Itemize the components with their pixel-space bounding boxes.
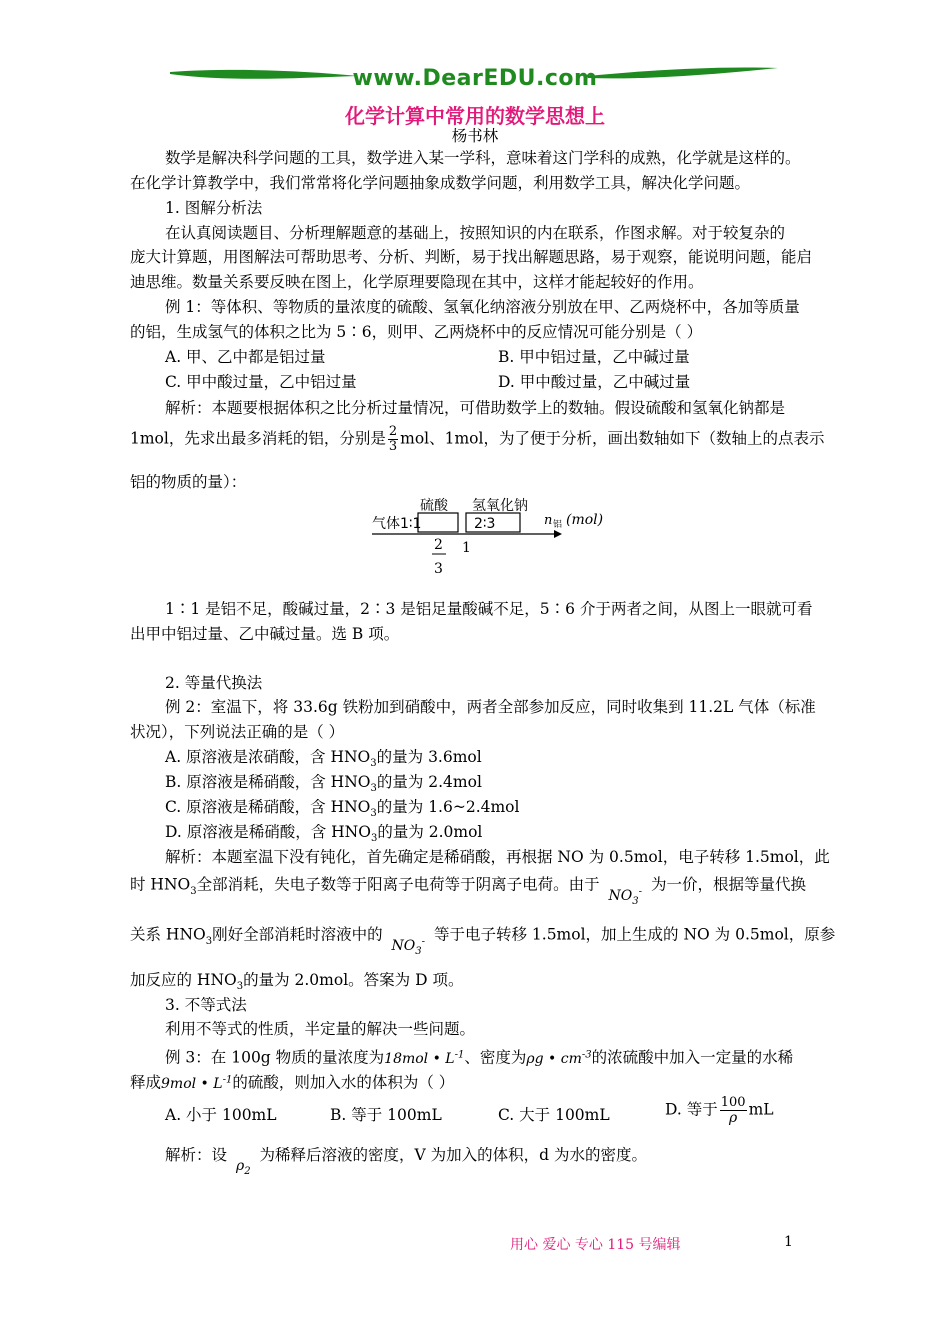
analysis-2-line-4-end: 的量为 2.0mol。答案为 D 项。 xyxy=(243,971,464,989)
analysis-1-line-3: 铝的物质的量）： xyxy=(130,473,247,491)
fraction-numerator: 100 xyxy=(720,1095,746,1110)
example-3-option-c: C. 大于 100mL xyxy=(498,1106,610,1124)
example-3-line-1-mid: 、密度为 xyxy=(464,1048,527,1067)
analysis-2-line-2-start: 时 HNO xyxy=(130,875,191,894)
example-3-option-d xyxy=(665,1096,825,1125)
analysis-3-line-1-start: 解析：设 xyxy=(165,1146,228,1164)
site-logo[interactable]: www.DearEDU.com xyxy=(352,66,598,91)
concentration-9 xyxy=(161,1076,232,1092)
example-2-line-2: 状况），下列说法正确的是（ ） xyxy=(130,723,345,741)
analysis-1-line-5: 出甲中铝过量、乙中碱过量。选 B 项。 xyxy=(130,625,400,643)
rho-2-symbol xyxy=(235,1158,251,1177)
section-1-para-line-2: 庞大计算题，用图解法可帮助思考、分析、判断，易于找出解题思路，易于观察，能说明问题，能启 xyxy=(130,248,813,266)
analysis-1-line-2-end: mol、1mol，为了便于分析，画出数轴如下（数轴上的点表示 xyxy=(400,429,825,448)
diagram-tick-three: 3 xyxy=(434,561,443,577)
analysis-1-line-4: 1∶1 是铝不足，酸碱过量，2∶3 是铝足量酸碱不足，5∶6 介于两者之间，从图上一眼就可看 xyxy=(165,600,813,618)
option-a-amount: 的量为 3.6mol xyxy=(376,748,482,766)
example-2-line-1: 例 2：室温下，将 33.6g 铁粉加到硝酸中，两者全部参加反应，同时收集到 11.2L 气体（标准 xyxy=(165,698,816,716)
option-c-text: C. 原溶液是稀硝酸，含 HNO xyxy=(165,798,371,816)
option-d-text: D. 原溶液是稀硝酸，含 HNO xyxy=(165,823,371,841)
section-2-heading: 2. 等量代换法 xyxy=(165,674,263,692)
diagram-axis-arrow xyxy=(554,530,562,538)
example-1-option-c: C. 甲中酸过量，乙中铝过量 xyxy=(165,373,357,391)
analysis-2-line-2 xyxy=(130,870,830,907)
analysis-2-line-1: 解析：本题室温下没有钝化，首先确定是稀硝酸，再根据 NO 为 0.5mol，电子转移 1.5mol，此 xyxy=(165,848,830,866)
example-1-line-1: 例 1：等体积、等物质的量浓度的硫酸、氢氧化纳溶液分别放在甲、乙两烧杯中，各加等质量 xyxy=(165,298,800,316)
fraction-two-thirds xyxy=(388,425,398,454)
rho: ρ xyxy=(235,1158,245,1174)
subscript: 3 xyxy=(205,935,213,947)
example-1-line-2: 的铝，生成氢气的体积之比为 5∶6，则甲、乙两烧杯中的反应情况可能分别是（ ） xyxy=(130,323,703,341)
analysis-2-line-3-start: 关系 HNO xyxy=(130,925,206,944)
diagram-acid-box xyxy=(418,513,458,532)
intro-line-1: 数学是解决科学问题的工具，数学进入某一学科，意味着这门学科的成熟，化学就是这样的。 xyxy=(165,149,801,167)
section-3-heading: 3. 不等式法 xyxy=(165,996,247,1014)
option-a-text: A. 原溶液是浓硝酸，含 HNO xyxy=(165,748,371,766)
subscript: 3 xyxy=(370,783,377,795)
diagram-tick-one: 1 xyxy=(462,540,471,556)
concentration-18 xyxy=(384,1051,464,1067)
subscript: 3 xyxy=(190,885,197,897)
fraction-numerator: 2 xyxy=(388,424,398,439)
analysis-2-line-3-end: 等于电子转移 1.5mol，加上生成的 NO 为 0.5mol，原参 xyxy=(433,925,836,944)
analysis-2-line-3 xyxy=(130,920,836,957)
option-d-amount: 的量为 2.0mol xyxy=(377,823,483,841)
diagram-axis-unit: (mol) xyxy=(566,512,604,528)
diagram-axis-variable-sub: 铝 xyxy=(553,520,563,530)
math-exponent: -1 xyxy=(222,1074,233,1085)
example-3-line-1-start: 例 3：在 100g 物质的量浓度为 xyxy=(165,1048,385,1067)
intro-line-2: 在化学计算教学中，我们常常将化学问题抽象成数学问题，利用数学工具，解决化学问题。 xyxy=(130,174,751,192)
diagram-ratio-label: 2∶3 xyxy=(474,516,496,532)
section-1-heading: 1. 图解分析法 xyxy=(165,199,263,217)
example-3-option-a: A. 小于 100mL xyxy=(165,1106,277,1124)
example-1-option-a: A. 甲、乙中都是铝过量 xyxy=(165,348,326,366)
example-3-line-1-end: 的浓硫酸中加入一定量的水稀 xyxy=(591,1048,794,1067)
math-text: ρg • cm xyxy=(526,1050,582,1067)
diagram-axis-variable: n xyxy=(544,513,553,528)
example-3-line-2-start: 释成 xyxy=(130,1073,162,1092)
rho-subscript: 2 xyxy=(244,1165,251,1177)
example-3-option-b: B. 等于 100mL xyxy=(330,1106,442,1124)
analysis-3-line-1-end: 为稀释后溶液的密度，V 为加入的体积，d 为水的密度。 xyxy=(259,1146,647,1164)
subscript: 3 xyxy=(370,833,378,845)
option-b-amount: 的量为 2.4mol xyxy=(376,773,482,791)
formula-charge: - xyxy=(638,886,643,897)
section-1-para-line-1: 在认真阅读题目、分析理解题意的基础上，按照知识的内在联系，作图求解。对于较复杂的 xyxy=(165,224,786,242)
math-text: 9mol • L xyxy=(161,1075,223,1092)
formula-subscript: 3 xyxy=(415,945,422,957)
analysis-1-line-1: 解析：本题要根据体积之比分析过量情况，可借助数学上的数轴。假设硫酸和氢氧化钠都是 xyxy=(165,399,786,417)
analysis-2-line-2-end: 为一价，根据等量代换 xyxy=(650,875,806,894)
analysis-2-line-4-start: 加反应的 HNO xyxy=(130,971,237,989)
math-exponent: -1 xyxy=(454,1049,465,1060)
page-number: 1 xyxy=(784,1234,793,1250)
formula-subscript: 3 xyxy=(632,895,639,907)
banner-right-swoosh xyxy=(588,67,778,78)
option-d-text: D. 等于 xyxy=(665,1100,718,1119)
formula-base: NO xyxy=(391,937,416,954)
subscript: 3 xyxy=(370,758,377,770)
page-title: 化学计算中常用的数学思想上 xyxy=(345,104,605,128)
analysis-3-line-1 xyxy=(165,1143,865,1177)
formula-charge: - xyxy=(421,936,426,947)
section-3-para: 利用不等式的性质，半定量的解决一些问题。 xyxy=(165,1020,476,1038)
math-exponent: -3 xyxy=(581,1049,592,1060)
fraction-denominator: 3 xyxy=(388,439,398,454)
diagram-gas-label: 气体1∶1 xyxy=(372,516,422,532)
nitrate-ion-formula xyxy=(608,886,643,907)
banner-left-swoosh xyxy=(170,70,358,79)
analysis-2-line-2-mid: 全部消耗，失电子数等于阳离子电荷等于阴离子电荷。由于 xyxy=(196,875,600,894)
number-line-diagram xyxy=(368,496,618,582)
subscript: 3 xyxy=(370,808,377,820)
example-1-option-b: B. 甲中铝过量，乙中碱过量 xyxy=(498,348,690,366)
diagram-base-label: 氢氧化钠 xyxy=(472,498,528,514)
density-expression xyxy=(526,1051,591,1067)
formula-base: NO xyxy=(608,887,633,904)
fraction-denominator: ρ xyxy=(729,1110,738,1126)
subscript: 3 xyxy=(236,981,244,993)
analysis-1-line-2-start: 1mol，先求出最多消耗的铝，分别是 xyxy=(130,429,386,448)
option-b-text: B. 原溶液是稀硝酸，含 HNO xyxy=(165,773,371,791)
nitrate-ion-formula xyxy=(391,936,426,957)
footer-text: 用心 爱心 专心 115 号编辑 xyxy=(510,1237,681,1253)
example-3-line-1 xyxy=(165,1043,865,1071)
diagram-tick-two: 2 xyxy=(434,537,443,553)
example-1-option-d: D. 甲中酸过量，乙中碱过量 xyxy=(498,373,691,391)
author-name: 杨书林 xyxy=(451,127,499,145)
example-3-line-2 xyxy=(130,1068,830,1096)
math-text: 18mol • L xyxy=(384,1050,455,1067)
analysis-1-line-2 xyxy=(130,425,830,454)
example-3-line-2-end: 的硫酸，则加入水的体积为（ ） xyxy=(232,1073,455,1092)
option-d-unit: mL xyxy=(748,1100,774,1119)
analysis-2-line-3-mid: 刚好全部消耗时溶液中的 xyxy=(212,925,383,944)
section-1-para-line-3: 迪思维。数量关系要反映在图上，化学原理要隐现在其中，这样才能起较好的作用。 xyxy=(130,273,704,291)
fraction-100-over-rho xyxy=(720,1096,747,1125)
diagram-acid-label: 硫酸 xyxy=(420,498,448,514)
option-c-amount: 的量为 1.6~2.4mol xyxy=(376,798,520,816)
